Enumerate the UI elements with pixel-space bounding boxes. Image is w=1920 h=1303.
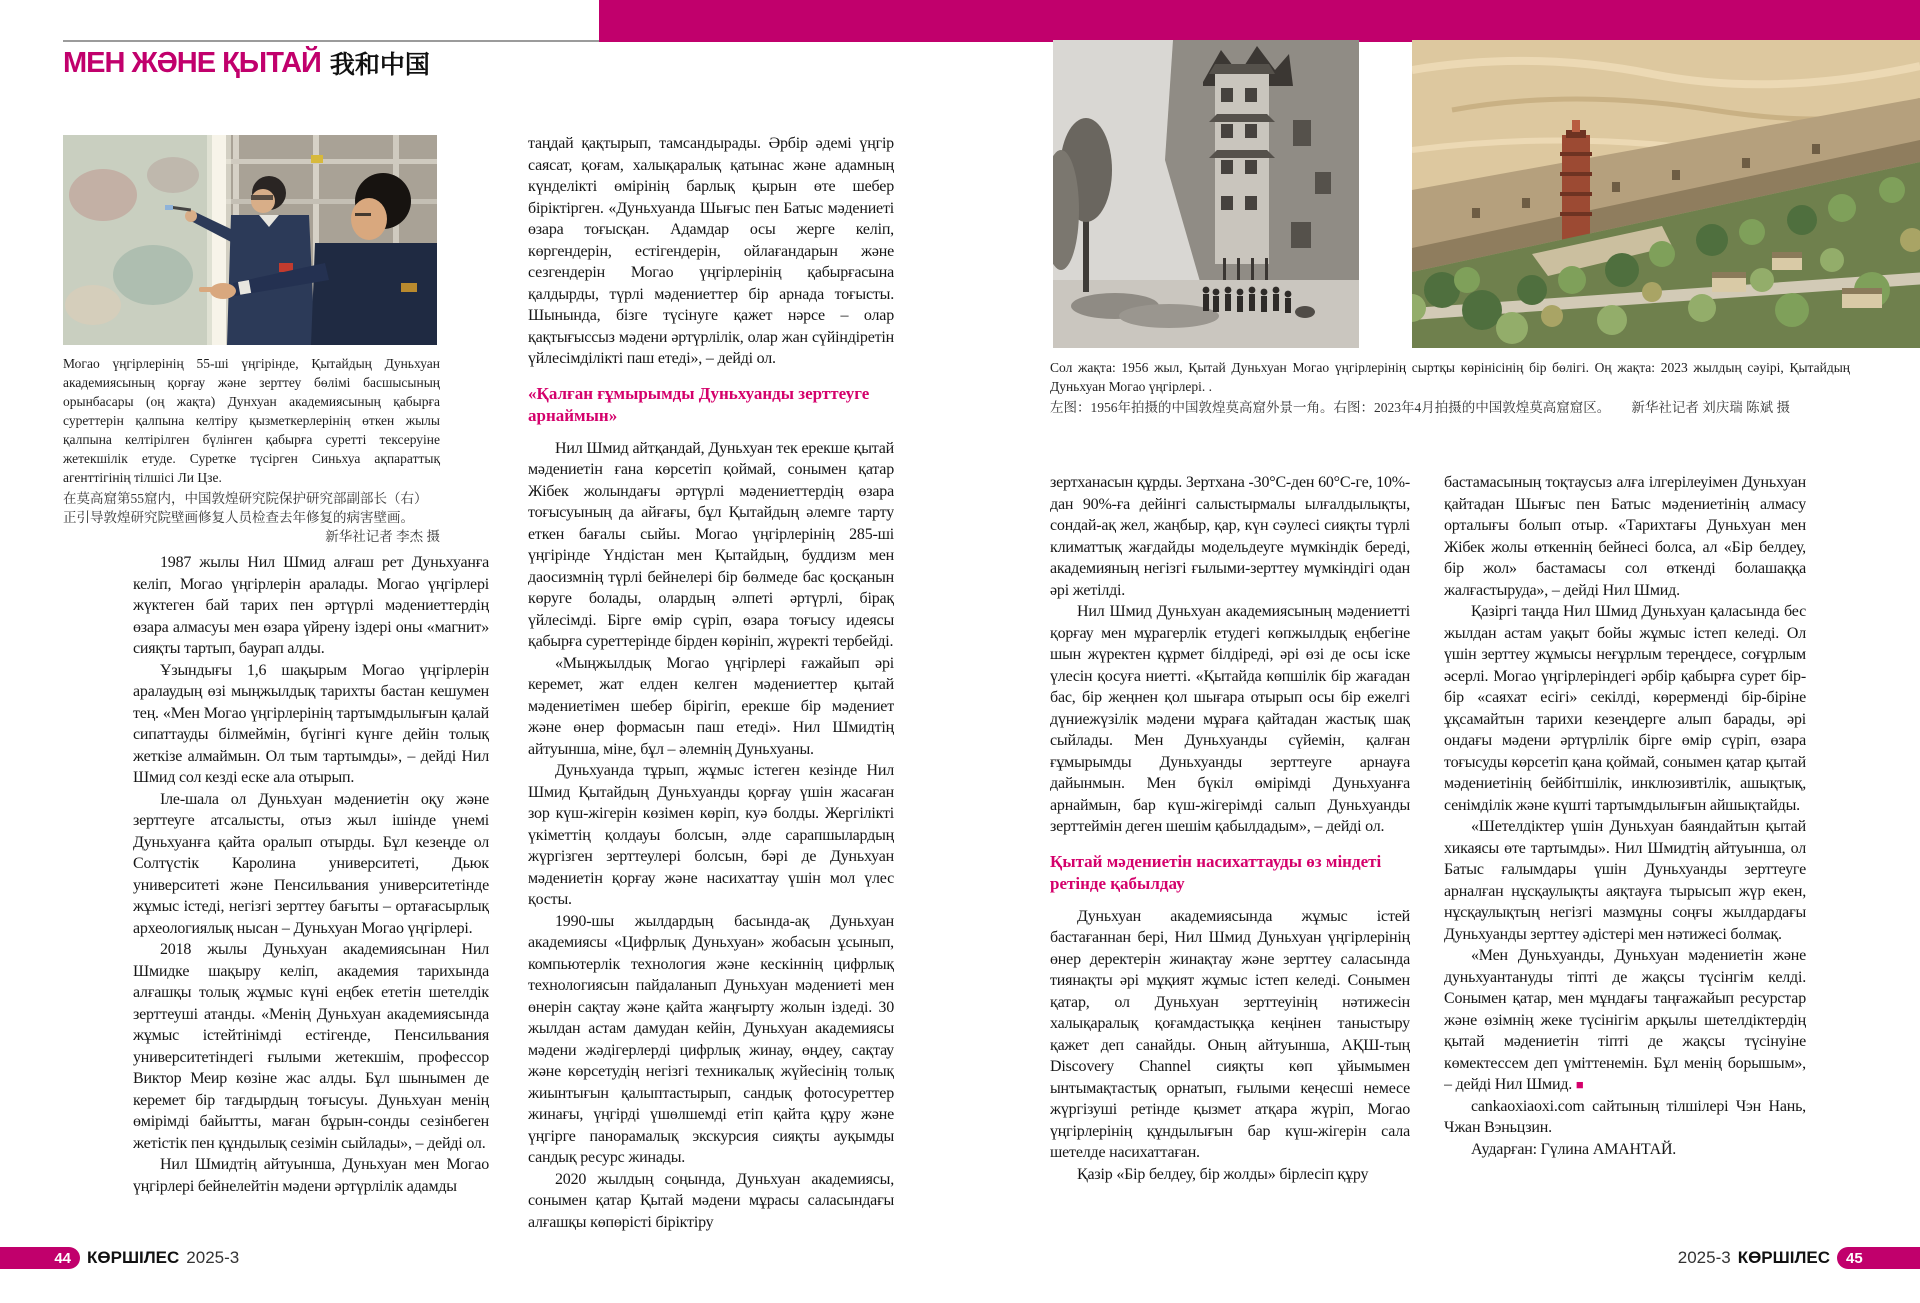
caption-right-kazakh: Сол жақта: 1956 жыл, Қытай Дуньхуан Могао үңгірлерінің сыртқы көрінісінің бір бөлігі. Оң жақта: 2023 жылдың сәуірі, Қытайдың Дуньхуан Могао үңгірлері. .	[1050, 360, 1850, 394]
section-heading-devote-life: «Қалған ғұмырымды Дуньхуанды зерттеуге арнаймын»	[528, 383, 870, 425]
body-paragraph: Қазіргі таңда Нил Шмид Дуньхуан қаласында бес жылдан астам уақыт бойы жұмыс істеп келеді. Ол үшін зерттеу жұмысы неғұрлым тереңдесе, соғұрлым әсерлі. Могао үңгірлеріндегі әрбір қабырға сурет бір-бір «саяхат есігі» секілді, көрерменді бір-біріне ұқсамайтын тарихи кезеңдерге алып барады, әрі ондағы мәдени әртүрлілік бірге өмір сүріп, өзара тоғысуды көрсетіп қана қоймай, сонымен қатар қытай мәдениетінің бейбітшілік, инклюзивтілік, ашықтық, сенімділік және күшті тартымдылығын айшықтайды.	[1444, 603, 1806, 814]
magazine-name-left: КӨРШІЛЕС	[87, 1248, 180, 1267]
caption-right-chinese: 左图：1956年拍摄的中国敦煌莫高窟外景一角。右图：2023年4月拍摄的中国敦煌莫高窟窟区。	[1050, 400, 1611, 415]
caption-left-credit: 新华社记者 李杰 摄	[325, 529, 440, 544]
footer-right	[1678, 1246, 1920, 1270]
body-paragraph: Дуньхуанда тұрып, жұмыс істеген кезінде Нил Шмид Қытайдың Дуньхуанды қорғау үшін жасаған зор күш-жігерін көзімен көріп, куә болды. Жергілікті үкіметтің қолдауы болсын, әлде сарапшылардың жүргізген зерттеулері болсын, бәрі де Дуньхуан мәдениетін қорғау және насихаттау үшін мол үлес қосты.	[528, 762, 894, 908]
page-title-chinese: 我和中国	[329, 51, 430, 79]
article-column-2	[528, 133, 894, 1246]
body-paragraph: Нил Шмид айтқандай, Дуньхуан тек ерекше қытай мәдениетін ғана көрсетіп қоймай, сонымен қатар Жібек жолындағы әртүрлі мәдениеттердің өзара тоғысуының да айғағы, бұл Қытайдың әлемге тарту еткен бағалы сыйы. Могао үңгірлерінің 285-ші үңгірінде Үндістан мен Қытайдың, буддизм мен даосизмнің түрлі бейнелері бір бөлмеде бас қосқанын көруге болады, олардың әлпеті әртүрлі, бірақ үйлесімді. Бірге өмір сүріп, өзара тоғысу идеясы қабырға суреттерінде бірден көрініп, жүректі тербейді.	[528, 439, 894, 650]
body-paragraph: 2018 жылы Дуньхуан академиясынан Нил Шмидке шақыру келіп, академия тарихында алғашқы толық жұмыс күні еңбек ететін шетелдік зерттеуші атанды. «Менің Дуньхуан академиясында жұмыс істейтінімді естігенде, Пенсильвания университетіндегі ғылыми жетекшім, профессор Виктор Меир көзіне жас алды. Бұл шынымен де керемет бір тағдырдың тоғысуы. Дуньхуан менің өмірімді байытты, маған бұрын-сонды сезінбеген жетістік пен құндылық сезімін сыйлады», – дейді ол.	[133, 941, 489, 1152]
caption-left-kazakh: Могао үңгірлерінің 55-ші үңгірінде, Қытайдың Дуньхуан академиясының қорғау және зерттеу бөлімі басшысының орынбасары (оң жақта) Дунхуан академиясының қабырға суреттерін қалпына келтіру қызметкерлерінің өткен жылы қалпына келтірілген бүлінген қабырға суретті тексеруіне жетекшілік етуде. Суретке түсірген Синьхуа ақпараттық агенттігінің тілшісі Ли Цзе.	[63, 356, 440, 485]
photo-mogao-1956-image	[1053, 40, 1359, 348]
body-paragraph: «Шетелдіктер үшін Дуньхуан баяндайтын қытай хикаясы өте тартымды». Нил Шмидтің айтуынша, ол Батыс ғалымдары үшін Дуньхуанды зерттеуге арналған нұсқаулықты аяқтауға тырысып жүр екен, нұсқаулықтың негізгі мазмұны соңғы жылдардағы Дуньхуанды зерттеу әдістері мен нәтижесі болмақ.	[1444, 818, 1806, 943]
issue-left: 2025-3	[186, 1248, 240, 1267]
body-paragraph: 1990-шы жылдардың басында-ақ Дуньхуан академиясы «Цифрлық Дуньхуан» жобасын ұсынып, компьютерлік технология және кескіннің цифрлық технологиясын пайдаланып Дуньхуан мәдениеті мен өнерін сақтау және қайта жаңғырту жолын іздеді. 30 жылдан астам дамудан кейін, Дуньхуан академиясы мәдени жәдігерлерді цифрлық жинау, өңдеу, сақтау және көрсетудің негізгі техникалық жүйесінің толық жиынтығын қалыптастырып, сандық фотосуреттер жинағы, үңгірді үшөлшемді етіп қайта құру және үңгірге панорамалық экскурсия сияқты ауқымды сандық ресурс жинады.	[528, 912, 894, 1166]
page-number-left: 44	[54, 1249, 71, 1267]
body-paragraph: Іле-шала ол Дуньхуан мәдениетін оқу және зерттеуге атсалысты, отыз жыл ішінде үнемі Дуньхуанға қайта оралып отырды. Бұл кезеңде ол Солтүстік Каролина университеті, Дьюк университеті және Пенсильвания университетінде жұмыс істеді, негізгі зерттеу бағыты – ортағасырлық археологиялық нысан – Дуньхуан Могао үңгірлері.	[133, 790, 489, 937]
photo-mogao-2023-aerial	[1412, 40, 1920, 348]
page-number-tab-right	[1837, 1247, 1920, 1269]
body-paragraph: 2020 жылдың соңында, Дуньхуан академиясы, сонымен қатар Қытай мәдени мұрасы саласындағы алғашқы көпөрісті біріктіру	[528, 1170, 894, 1231]
issue-right: 2025-3	[1677, 1248, 1731, 1267]
article-column-4	[1444, 472, 1806, 1246]
photo-mogao-1956	[1053, 40, 1359, 348]
article-column-1	[133, 552, 489, 1246]
photo-mural-restoration-image	[63, 135, 437, 345]
end-of-article-mark: ■	[1575, 1077, 1584, 1092]
body-paragraph: 1987 жылы Нил Шмид алғаш рет Дуньхуанға келіп, Могао үңгірлерін аралады. Могао үңгірлері жүктеген бай тарих пен әртүрлі мәдениеттердің өзара алмасуы мен өзара үйрену іздері оны «магнит» сияқты тартып, баурап алды.	[133, 554, 489, 657]
body-paragraph-continuation: таңдай қақтырып, тамсандырады. Әрбір әдемі үңгір саясат, қоғам, халықаралық қатынас және адамның күнделікті өмірінің барлық қырын өте шебер біріктірген. «Дуньхуанда Шығыс пен Батыс мәдениеті өзара тоғысқан. Адамдар осы жерге келіп, көргендерін, естігендерін, ойлағандарын және сезгендерін Могао үңгірлерінің қабырғасына қалдырды, түрлі мәдениеттер бір арнада тоғысты. Шынында, бізге түсінуге қажет нәрсе – олар қақтығыссыз мәдени әртүрлілік, олар жан сүйіндіретін үйлесімділікті паш етеді», – дейді ол.	[528, 135, 894, 367]
body-paragraph: Қазір «Бір белдеу, бір жолды» бірлесіп құру	[1077, 1165, 1369, 1183]
page-title: МЕН ЖӘНЕ ҚЫТАЙ	[63, 46, 321, 79]
body-paragraph-text: «Мен Дуньхуанды, Дуньхуан мәдениетін және дуньхуантануды тіпті де жақсы түсінгім келді. Сонымен қатар, мен мұндағы таңғажайып ресурстар және өзімнің жеке түсінігім арқылы шетелдіктердің қытай мәдениетін тіпті де жақсы түсінуіне көмектессем деп үміттенемін. Бұл менің борышым», – дейді Нил Шмид.	[1444, 947, 1806, 1093]
translator-credit: Аударған: Гүлина АМАНТАЙ.	[1471, 1140, 1677, 1158]
header-rule	[63, 40, 599, 42]
magazine-name-right: КӨРШІЛЕС	[1737, 1248, 1830, 1267]
caption-right-photos	[1050, 358, 1850, 417]
body-paragraph: Ұзындығы 1,6 шақырым Могао үңгірлерін аралаудың өзі мыңжылдық тарихты бастан кешумен тең. «Мен Могао үңгірлерінің тартымдылығын қалай сипаттауды білмеймін, бүгінгі күнге дейін толық жеткізе алмаймын. Ол тым тартымды», – дейді Нил Шмид сол кезді еске ала отырып.	[133, 661, 489, 786]
photo-mural-restoration	[63, 135, 437, 345]
section-heading-promote-culture: Қытай мәдениетін насихаттауды өз міндеті ретінде қабылдау	[1050, 851, 1382, 893]
caption-right-credit: 新华社记者 刘庆瑞 陈斌 摄	[1631, 400, 1790, 415]
photo-mogao-2023-aerial-image	[1412, 40, 1920, 348]
body-paragraph: Нил Шмид Дуньхуан академиясының мәдениетті қорғау мен мұрагерлік етудегі көпжылдық еңбегіне шын жүректен құрмет білдіреді, әрі өзі де осы іске үлесін қосуға ниетті. «Қытайда көпшілік бір жағадан бас, бір жеңнен қол шығара отырып осы бір ежелгі дүниежүзілік мәдени мұраға қайтадан жастық шақ сыйлады. Мен Дуньхуанды сүйемін, қалған ғұмырымды Дуньхуанды зерттеуге арнауға дайынмын. Мен бүкіл өмірімді Дуньхуанға арнаймын, бар күш-жігерімді салып Дуньхуанды зерттеймін деген шешім қабылдадым», – дейді ол.	[1050, 603, 1410, 835]
page-header	[63, 46, 430, 80]
body-paragraph-continuation: зертханасын құрды. Зертхана -30°C-ден 60°C-ге, 10%-дан 90%-ға дейінгі салыстырмалы ылғалдылықты, сондай-ақ жел, жаңбыр, қар, күн сәулесі сияқты түрлі климаттық жағдайды модельдеуге мүмкіндік береді, академияның негізгі ғылыми-зерттеу мүмкіндігі одан әрі жетілді.	[1050, 474, 1410, 599]
caption-left-chinese: 在莫高窟第55窟内，中国敦煌研究院保护研究部副部长（右）正引导敦煌研究院壁画修复人员检查去年修复的病害壁画。	[63, 491, 428, 525]
body-paragraph	[1444, 945, 1806, 1096]
top-accent-bar	[599, 0, 1920, 42]
body-paragraph: Дуньхуан академиясында жұмыс істей бастағаннан бері, Нил Шмид Дуньхуан үңгірлерінің өнер деректерін жинақтау және зерттеу саласында тиянақты әрі мұқият жұмыс істеп келеді. Сонымен қатар, ол Дуньхуан зерттеуінің нәтижесін халықаралық қоғамдастыққа кеңінен таныстыру қажет деп санайды. Оның айтуынша, АҚШ-тың Discovery Channel сияқты көп ұйымымен ынтымақтастық орнатып, ғылыми кеңесші немесе жүргізуші ретінде қызмет атқара жүріп, Могао үңгірлерінің құндылығын бар күш-жігерін сала шетелде насихаттаған.	[1050, 907, 1410, 1161]
body-paragraph: «Мыңжылдық Могао үңгірлері ғажайып әрі керемет, жат елден келген мәдениеттер қытай мәдениетімен шебер бірігіп, ерекше бір мәдениет және өнер формасын паш етеді». Нил Шмидтің айтуынша, міне, бұл – әлемнің Дуньхуаны.	[528, 654, 894, 758]
page-number-tab-left	[0, 1247, 80, 1269]
byline: cankaoxiaoxi.com сайтының тілшілері Чэн Нань, Чжан Вэньцзин.	[1444, 1097, 1806, 1136]
body-paragraph: Нил Шмидтің айтуынша, Дуньхуан мен Могао үңгірлері бейнелейтін мәдени әртүрлілік адамды	[133, 1156, 489, 1195]
body-paragraph-continuation: бастамасының тоқтаусыз алға ілгерілеуімен Дуньхуан қайтадан Шығыс пен Батыс мәдениетінің алмасу орталығы болып отыр. «Тарихтағы Дуньхуан мен Жібек жолы өткеннің бейнесі болса, ал «Бір белдеу, бір жол» бастамасы сол өткенді болашаққа жалғастыруда», – дейді Нил Шмид.	[1444, 474, 1806, 599]
footer-left	[0, 1246, 239, 1270]
page-number-right: 45	[1846, 1249, 1863, 1267]
caption-left-photo	[63, 354, 440, 546]
article-column-3	[1050, 472, 1410, 1246]
